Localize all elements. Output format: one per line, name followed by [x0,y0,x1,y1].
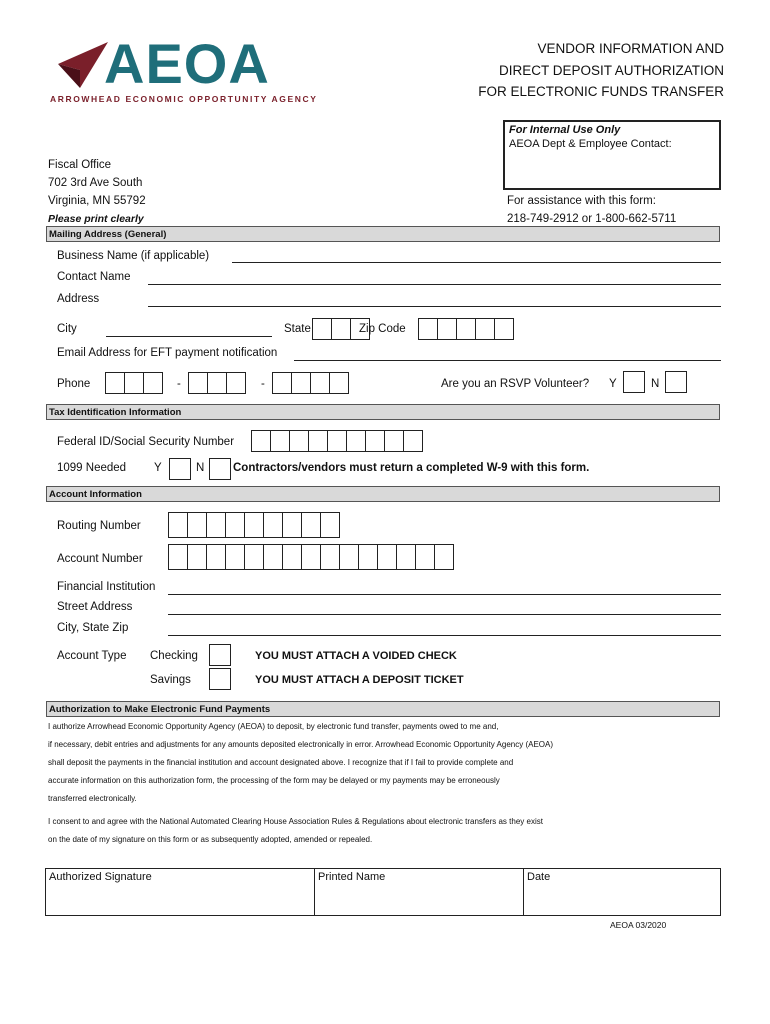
address-label: Address [57,293,100,305]
city-state-zip-label: City, State Zip [57,622,129,634]
rsvp-no-label: N [651,378,660,390]
1099-no-checkbox[interactable] [209,458,231,480]
title-line-1: VENDOR INFORMATION AND [537,41,724,56]
savings-checkbox[interactable] [209,668,231,690]
business-name-label: Business Name (if applicable) [57,250,210,262]
institution-field[interactable] [168,594,721,595]
1099-yes-checkbox[interactable] [169,458,191,480]
account-number-label: Account Number [57,553,143,565]
routing-label: Routing Number [57,520,141,532]
authorized-signature-field[interactable] [45,868,315,916]
1099-no-label: N [196,462,205,474]
section-mailing-address: Mailing Address (General) [46,226,720,242]
checking-checkbox[interactable] [209,644,231,666]
rsvp-label: Are you an RSVP Volunteer? [441,378,590,390]
auth-text-3: shall deposit the payments in the financial institution and account designated above. I recognize that if I fail to provide complete and [48,758,514,767]
auth-text-1: I authorize Arrowhead Economic Opportunity Agency (AEOA) to deposit, by electronic fund transfer, payments owed to me and, [48,722,499,731]
printed-name-field[interactable] [314,868,524,916]
w9-notice: Contractors/vendors must return a completed W-9 with this form. [233,462,590,474]
1099-label: 1099 Needed [57,462,127,474]
contact-name-label: Contact Name [57,271,131,283]
auth-text-6: I consent to and agree with the National Automated Clearing House Association Rules & Regulations about electronic transfers as they exist [48,817,543,826]
phone-line-boxes[interactable] [273,372,349,394]
business-name-field[interactable] [232,262,721,263]
savings-notice: YOU MUST ATTACH A DEPOSIT TICKET [255,674,464,686]
fiscal-office-label: Fiscal Office [48,159,112,171]
address-field[interactable] [148,306,721,307]
agency-name: ARROWHEAD ECONOMIC OPPORTUNITY AGENCY [50,94,318,104]
printed-name-label: Printed Name [318,871,386,883]
contact-name-field[interactable] [148,284,721,285]
form-title [478,38,724,103]
date-label: Date [527,871,551,883]
state-label: State [284,323,311,335]
internal-contact-label: AEOA Dept & Employee Contact: [509,138,672,150]
logo-text: AEOA [104,32,270,95]
rsvp-yes-checkbox[interactable] [623,371,645,393]
street-address-field[interactable] [168,614,721,615]
city-field[interactable] [106,336,272,337]
date-field[interactable] [523,868,721,916]
form-code: AEOA 03/2020 [610,920,667,930]
title-line-3: FOR ELECTRONIC FUNDS TRANSFER [478,84,724,99]
federal-id-label: Federal ID/Social Security Number [57,436,235,448]
title-line-2: DIRECT DEPOSIT AUTHORIZATION [498,62,724,78]
phone-prefix-boxes[interactable] [189,372,246,394]
please-print: Please print clearly [48,213,144,225]
city-label: City [57,323,77,335]
fiscal-office [48,156,146,228]
phone-area-boxes[interactable] [106,372,163,394]
email-field[interactable] [294,360,721,361]
street-address-label: Street Address [57,601,133,613]
auth-text-5: transferred electronically. [48,794,137,803]
assist-label: For assistance with this form: [507,195,656,207]
phone-dash-2: - [261,378,265,390]
auth-text-2: if necessary, debit entries and adjustments for any amounts deposited electronically in error. Arrowhead Economic Opportunity Agency (AEOA) [48,740,553,749]
zip-label: Zip Code [359,323,406,335]
authorized-signature-label: Authorized Signature [49,871,152,883]
city-state-zip-field[interactable] [168,635,721,636]
institution-label: Financial Institution [57,581,156,593]
assistance-info [507,192,676,228]
1099-yes-label: Y [154,462,162,474]
account-type-label: Account Type [57,650,127,662]
address-line-1: 702 3rd Ave South [48,177,143,189]
internal-use-box[interactable] [503,120,721,190]
federal-id-boxes[interactable] [252,430,423,452]
zip-boxes[interactable] [419,318,514,340]
phone-label: Phone [57,378,91,390]
section-account-info: Account Information [46,486,720,502]
phone-dash-1: - [177,378,181,390]
rsvp-yes-label: Y [609,378,617,390]
address-line-2: Virginia, MN 55792 [48,195,146,207]
section-tax-id: Tax Identification Information [46,404,720,420]
section-authorization: Authorization to Make Electronic Fund Payments [46,701,720,717]
auth-text-4: accurate information on this authorization form, the processing of the form may be delayed or my payments may be erroneously [48,776,500,785]
savings-label: Savings [150,674,191,686]
checking-notice: YOU MUST ATTACH A VOIDED CHECK [255,650,457,662]
account-number-boxes[interactable] [169,544,454,570]
checking-label: Checking [150,650,198,662]
internal-use-label: For Internal Use Only [509,124,621,136]
auth-text-7: on the date of my signature on this form or as subsequently adopted, amended or repealed. [48,835,373,844]
assist-phone: 218-749-2912 or 1-800-662-5711 [507,213,677,225]
routing-boxes[interactable] [169,512,340,538]
email-label: Email Address for EFT payment notification [57,347,278,359]
rsvp-no-checkbox[interactable] [665,371,687,393]
logo-mark-icon [50,40,112,90]
